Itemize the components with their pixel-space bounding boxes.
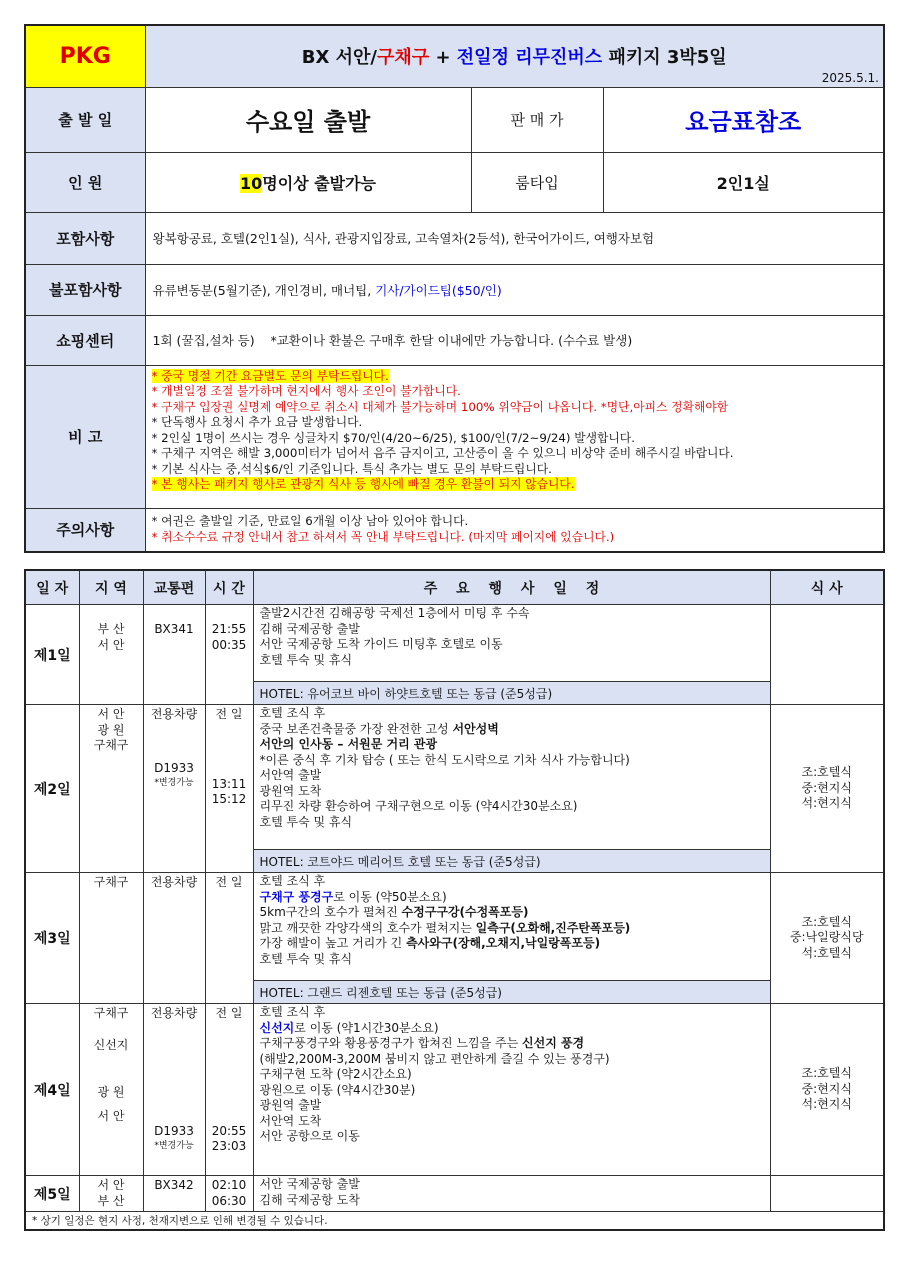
day-transport: BX341 <box>143 605 205 705</box>
caution-list <box>145 508 884 552</box>
day-activities: 출발2시간전 김해공항 국제선 1층에서 미팅 후 수속 김해 국제공항 출발 서안 국제공항 도착 가이드 미팅후 호텔로 이동 호텔 투숙 및 휴식 <box>253 605 770 682</box>
day-hotel: HOTEL: 코트야드 메리어트 호텔 또는 동급 (준5성급) <box>253 850 770 873</box>
col-region: 지 역 <box>79 570 143 605</box>
col-time: 시 간 <box>205 570 253 605</box>
exclude-items: 유류변동분(5월기준), 개인경비, 매너팁, <box>152 282 376 298</box>
day-time: 전 일 13:11 15:12 <box>205 705 253 873</box>
caution-item: * 여권은 출발일 기준, 만료일 6개월 이상 남아 있어야 합니다. <box>151 514 469 529</box>
remark-item: * 구채구 입장권 실명제 예약으로 취소시 대체가 불가능하며 100% 위약금이 나옵니다. *명단,아피스 정확해야함 <box>151 399 729 414</box>
day-region: 구채구 신선지 광 원 서 안 <box>79 1004 143 1176</box>
title-plus: + <box>429 47 457 69</box>
shopping-value: 1회 (꿀집,설차 등) *교환이나 환불은 구매후 한달 이내에만 가능합니다. (수수료 발생) <box>145 315 884 365</box>
day-region: 구채구 <box>79 873 143 1004</box>
depart-value: 수요일 출발 <box>145 87 471 152</box>
day-label: 제4일 <box>25 1004 79 1176</box>
people-text: 명이상 출발가능 <box>262 173 377 193</box>
day-time: 02:10 06:30 <box>205 1176 253 1212</box>
package-info-table <box>24 24 885 553</box>
col-date: 일 자 <box>25 570 79 605</box>
col-meal: 식 사 <box>770 570 884 605</box>
remark-item: * 중국 명절 기간 요금별도 문의 부탁드립니다. <box>151 368 389 383</box>
col-schedule: 주 요 행 사 일 정 <box>253 570 770 605</box>
price-label: 판 매 가 <box>471 87 603 152</box>
include-label: 포함사항 <box>25 212 145 264</box>
day-hotel: HOTEL: 그랜드 리젠호텔 또는 동급 (준5성급) <box>253 981 770 1004</box>
remark-item: * 단독행사 요청시 추가 요금 발생합니다. <box>151 415 363 429</box>
day-label: 제1일 <box>25 605 79 705</box>
day-activities: 서안 국제공항 출발 김해 국제공항 도착 <box>253 1176 770 1212</box>
day-label: 제3일 <box>25 873 79 1004</box>
remark-item: * 2인실 1명이 쓰시는 경우 싱글차지 $70/인(4/20~6/25), $100/인(7/2~9/24) 발생합니다. <box>151 430 635 445</box>
include-value: 왕복항공료, 호텔(2인1실), 식사, 관광지입장료, 고속열차(2등석), 한국어가이드, 여행자보험 <box>145 212 884 264</box>
day-region: 부 산 서 안 <box>79 605 143 705</box>
day-transport: 전용차량 D1933 *변경가능 <box>143 1004 205 1176</box>
people-min-count: 10 <box>239 173 263 193</box>
day-meals: 조:호텔식 중:현지식 석:현지식 <box>770 705 884 873</box>
day-transport: BX342 <box>143 1176 205 1212</box>
room-label: 룸타입 <box>471 152 603 212</box>
pkg-badge: PKG <box>25 25 145 87</box>
day-region: 서 안 부 산 <box>79 1176 143 1212</box>
col-transport: 교통편 <box>143 570 205 605</box>
exclude-label: 불포함사항 <box>25 264 145 315</box>
day-hotel: HOTEL: 유어코브 바이 하얏트호텔 또는 동급 (준5성급) <box>253 682 770 705</box>
package-title <box>145 25 884 87</box>
day-region: 서 안 광 원 구채구 <box>79 705 143 873</box>
caution-item: * 취소수수료 규정 안내서 참고 하셔서 꼭 안내 부탁드립니다. (마지막 페이지에 있습니다.) <box>151 529 615 544</box>
day-meals <box>770 605 884 705</box>
remark-item: * 개별일정 조절 불가하며 현지에서 행사 조인이 불가합니다. <box>151 384 461 398</box>
day-meals: 조:호텔식 중:현지식 석:현지식 <box>770 1004 884 1176</box>
day-time: 전 일 <box>205 873 253 1004</box>
remarks-list <box>145 365 884 508</box>
remark-item: * 본 행사는 패키지 행사로 관광지 식사 등 행사에 빠질 경우 환불이 되지 않습니다. <box>151 477 575 491</box>
people-value <box>145 152 471 212</box>
day-activities: 호텔 조식 후 구채구 풍경구로 이동 (약50분소요) 5km구간의 호수가 펼쳐진 수정구구강(수정폭포등) 맑고 깨끗한 각양각색의 호수가 펼쳐지는 일측구(오화해,진주탄폭포등) 가장 해발이 높고 거리가 긴 측사와구(장해,오채지,낙일랑폭포등) 호텔 투숙 및 휴식 <box>253 873 770 981</box>
title-duration: 패키지 3박5일 <box>602 47 727 69</box>
depart-label: 출 발 일 <box>25 87 145 152</box>
price-value: 요금표참조 <box>603 87 884 152</box>
day-activities: 호텔 조식 후 중국 보존건축물중 가장 완전한 고성 서안성벽 서안의 인사동 – 서원문 거리 관광 *이른 중식 후 기차 탑승 ( 또는 한식 도시락으로 기차 식사 가능합니다) 서안역 출발 광원역 도착 리무진 차량 환승하여 구채구현으로 이동 (약4시간30분소요) 호텔 투숙 및 휴식 <box>253 705 770 850</box>
day-time: 21:55 00:35 <box>205 605 253 705</box>
day-transport: 전용차량 D1933 *변경가능 <box>143 705 205 873</box>
title-destination: 구채구 <box>377 47 430 69</box>
issue-date: 2025.5.1. <box>821 70 879 85</box>
room-value: 2인1실 <box>603 152 884 212</box>
people-label: 인 원 <box>25 152 145 212</box>
day-label: 제2일 <box>25 705 79 873</box>
caution-label: 주의사항 <box>25 508 145 552</box>
exclude-tip: 기사/가이드팁($50/인) <box>375 282 502 298</box>
exclude-value <box>145 264 884 315</box>
day-meals <box>770 1176 884 1212</box>
remark-item: * 구채구 지역은 해발 3,000미터가 넘어서 음주 금지이고, 고산증이 올 수 있으니 비상약 준비 해주시길 바랍니다. <box>151 446 734 460</box>
title-part: BX 서안/ <box>301 47 377 69</box>
remark-item: * 기본 식사는 중,석식$6/인 기준입니다. 특식 추가는 별도 문의 부탁드립니다. <box>151 461 552 476</box>
footnote: * 상기 일정은 현지 사정, 천재지변으로 인해 변경될 수 있습니다. <box>25 1212 884 1231</box>
shopping-label: 쇼핑센터 <box>25 315 145 365</box>
remarks-label: 비 고 <box>25 365 145 508</box>
day-time: 전 일 20:55 23:03 <box>205 1004 253 1176</box>
day-meals: 조:호텔식 중:낙일랑식당 석:호텔식 <box>770 873 884 1004</box>
day-activities: 호텔 조식 후 신선지로 이동 (약1시간30분소요) 구채구풍경구와 황용풍경구가 합쳐진 느낌을 주는 신선지 풍경 (해발2,200M-3,200M 붐비지 않고 편안하게 즐길 수 있는 풍경구) 구채구현 도착 (약2시간소요) 광원으로 이동 (약4시간30분) 광원역 출발 서안역 도착 서안 공항으로 이동 <box>253 1004 770 1176</box>
title-bus: 전일정 리무진버스 <box>456 47 603 69</box>
day-label: 제5일 <box>25 1176 79 1212</box>
day-transport: 전용차량 <box>143 873 205 1004</box>
itinerary-table <box>24 569 885 1231</box>
